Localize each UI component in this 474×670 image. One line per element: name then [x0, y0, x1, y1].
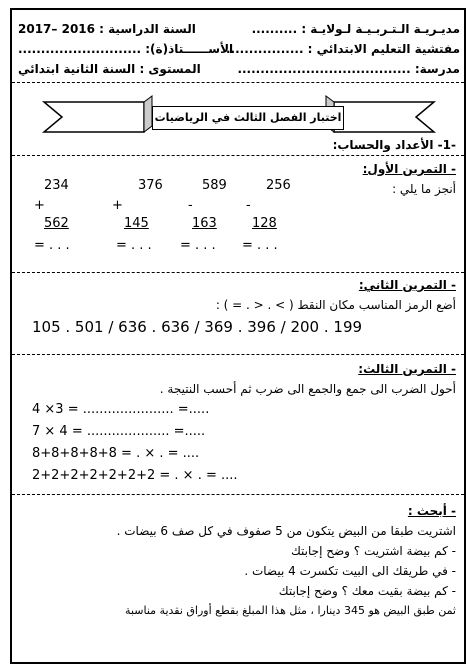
inspectorate-line: مفتشية التعليم الابتدائي : ................. [226, 42, 460, 56]
op3-result: = . . . [180, 238, 216, 253]
search-line-5: ثمن طبق البيض هو 345 دينارا ، مثل هذا المبلغ بقطع أوراق نقدية مناسبة [125, 604, 456, 617]
exercise-3-heading: - التمرين الثالث: [358, 362, 456, 376]
teacher-line: الأســــــتاذ(ة): ........................... [18, 42, 234, 56]
exercise-1-instruction: أنجز ما يلي : [392, 182, 456, 196]
exercise-1-heading: - التمرين الأول: [362, 162, 456, 176]
exercise-3-row-4: 2+2+2+2+2+2+2 = . × . = .... [32, 468, 238, 483]
header-divider [12, 82, 464, 83]
op3-top: 589 [202, 178, 227, 193]
directorate-line: مديـريـة الـتـربـيـة لـولايـة : .......... [251, 22, 460, 36]
level-line: المستوى : السنة الثانية ابتدائي [18, 62, 201, 76]
exercise-2-heading: - التمرين الثاني: [358, 278, 456, 292]
op3-bottom: 163 [192, 216, 217, 231]
exercise-3-instruction: أحول الضرب الى جمع والجمع الى ضرب ثم أحسب النتيجة . [159, 382, 456, 396]
exercise-1-divider [12, 272, 464, 273]
op4-bottom: 128 [252, 216, 277, 231]
exercise-2-instruction: أضع الرمز المناسب مكان النقط ( > . < . = ) : [215, 298, 456, 312]
search-heading: - أبحث : [407, 504, 456, 518]
exercise-2-comparisons: 105 . 501 / 636 . 636 / 369 . 396 / 200 . 199 [32, 318, 363, 336]
section-1-divider [12, 155, 464, 156]
exam-page [10, 8, 466, 664]
exercise-3-row-2: 7 × 4 = .................... =..... [32, 424, 206, 439]
exercise-3-row-3: 8+8+8+8+8 = . × . = .... [32, 446, 200, 461]
op1-result: = . . . [34, 238, 70, 253]
search-line-3: - في طريقك الى البيت تكسرت 4 بيضات . [244, 564, 456, 578]
exercise-2-divider [12, 354, 464, 355]
exercise-3-row-1: 4 ×3 = ...................... =..... [32, 402, 210, 417]
op1-bottom: 562 [44, 216, 69, 231]
op4-sign: - [246, 198, 251, 213]
op2-top: 376 [138, 178, 163, 193]
search-line-1: اشتريت طبقا من البيض يتكون من 5 صفوف في كل صف 6 بيضات . [116, 524, 456, 538]
school-year-line: السنة الدراسية : 2016 –2017 [18, 22, 196, 36]
exam-title: اختبار الفصل الثالث في الرياضيات [152, 106, 344, 130]
op4-top: 256 [266, 178, 291, 193]
op2-result: = . . . [116, 238, 152, 253]
school-line: مدرسة: ...................................... [237, 62, 460, 76]
op1-top: 234 [44, 178, 69, 193]
search-line-2: - كم بيضة اشتريت ؟ وضح إجابتك [290, 544, 456, 558]
op3-sign: - [188, 198, 193, 213]
search-line-4: - كم بيضة بقيت معك ؟ وضح إجابتك [278, 584, 456, 598]
section-1-heading: -1- الأعداد والحساب: [332, 138, 456, 152]
op1-sign: + [34, 198, 45, 213]
op2-bottom: 145 [124, 216, 149, 231]
op4-result: = . . . [242, 238, 278, 253]
exercise-3-divider [12, 494, 464, 495]
op2-sign: + [112, 198, 123, 213]
